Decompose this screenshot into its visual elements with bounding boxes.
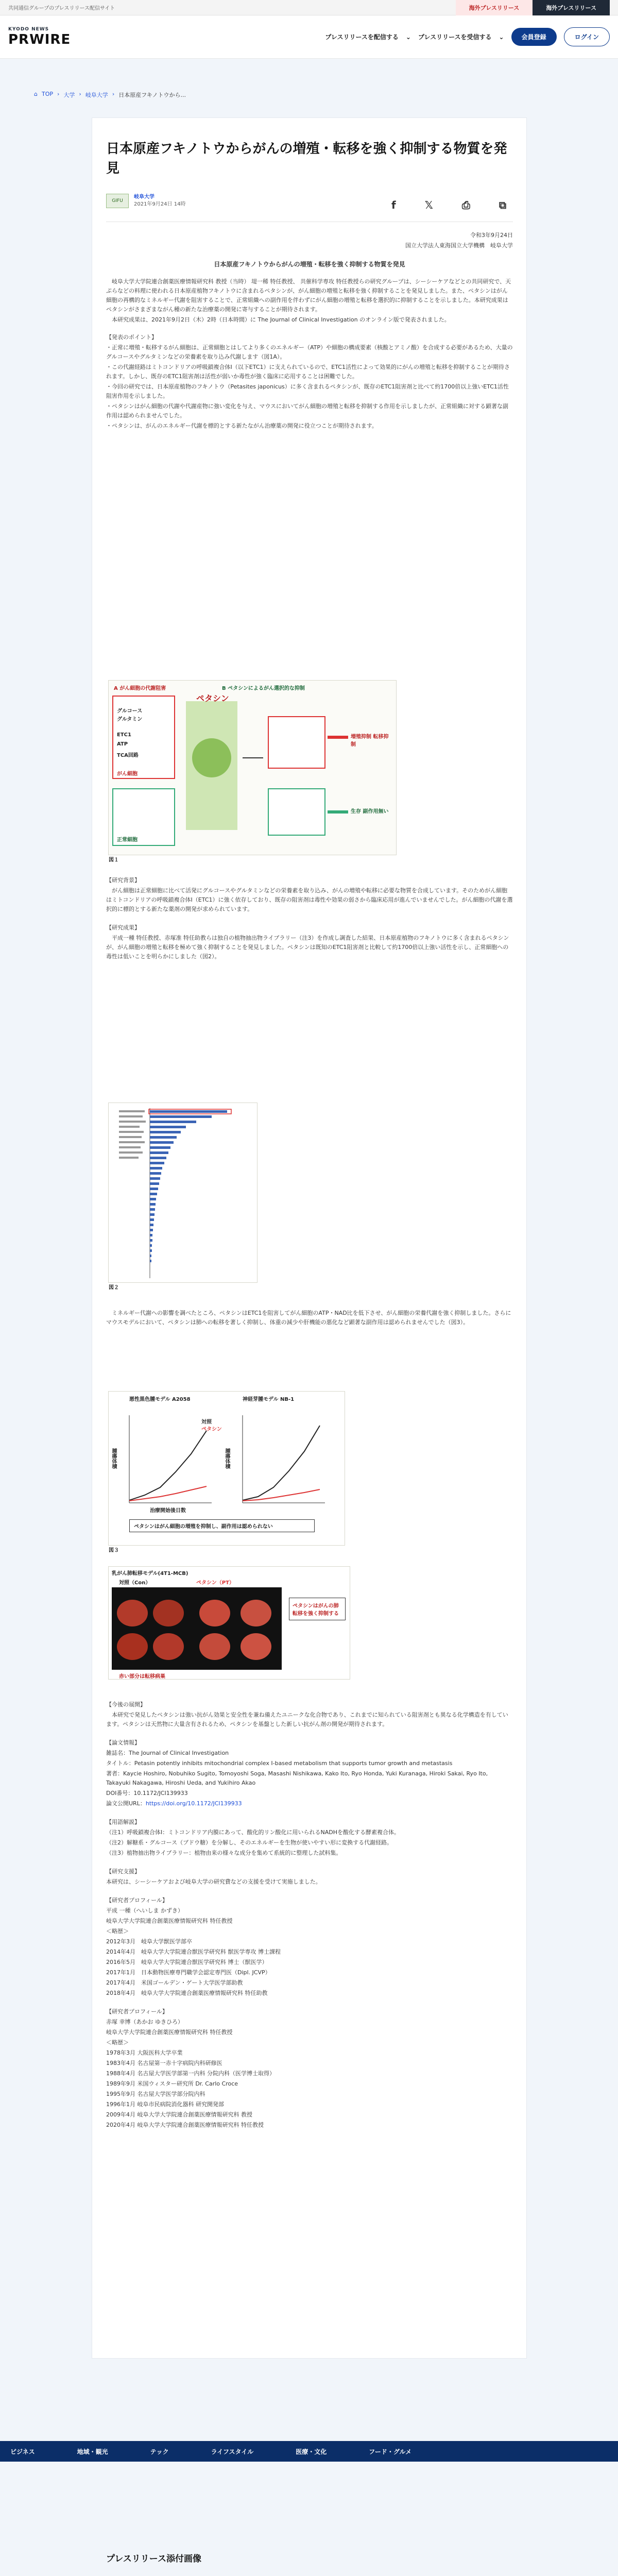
category-lifestyle[interactable]: ライフスタイル [211, 2448, 254, 2455]
fig3-left-title: 悪性黒色腫モデル A2058 [129, 1397, 191, 1402]
figure-4 [108, 1566, 350, 1680]
profile2-history: 1996年1月 岐阜市民病院消化器科 研究開発部 [106, 2101, 224, 2108]
point-1: ・正常に増殖・転移するがん細胞は、正常細胞とはしてより多くのエネルギー（ATP）や細胞の構成要素（核酸とアミノ酸）を合成する必要があるため、大量のグルコースやグルタミンなどの栄養素を取り込み代謝します（図1A）。 [106, 344, 513, 360]
support-heading: 【研究支援】 [106, 1868, 140, 1875]
fig1-result-survive: 生存 副作用無い [351, 809, 389, 815]
term-3: （注3）植物抽出物ライブラリー：植物由来の様々な成分を集めて系統的に整理した試料集。 [106, 1850, 342, 1856]
profile1-history-heading: ＜略歴＞ [106, 1928, 129, 1935]
intro-paragraph-1: 岐阜大学大学院連合創薬医療情報研究科 教授（当時） 堤一稀 特任教授、 共催科学専攻 特任教授らの研究グループは、シーシーケアなどとの共同研究で、天ぷらなどの料理に使われる日本原産植物フキノトウに含まれるペタシンが、がん細胞の増殖と転移を強く抑制することを発見しました。また、ペタシンはがん細胞の再構的なミネルギー代謝を阻害することで、正常組織への副作用を伴わずにがん細胞の増殖と転移を選択的に抑制することを示しました。本研究成果はペタシンがさまざまながん種の新たな治療薬の開発に寄与することが期待されます。 [106, 278, 511, 313]
future-paragraph: 本研究で発見したペタシンは強い抗がん効果と安全性を兼ね備えたユニークな化合物であり、これまでに知られている阻害剤とも異なる化学構造を有しています。ペタシンは天然物に大量含有されるため、ペタシンを基盤とした新しい抗がん剤の開発が期待されます。 [106, 1711, 508, 1727]
figure-1-diagram [109, 681, 397, 856]
fig4-col-control: 対照（Con） [119, 1580, 151, 1586]
results-paragraph: 平成一種 特任教授、赤塚准 特任助教らは独自の植物抽出物ライブラリー（注3）を作成し調査した結果、日本原産植物のフキノトウに多く含まれるペタシンが、がん細胞の増殖と転移を極めて強く抑制することを発見しました。ペタシンは既知のETC1阻害剤と比較して約1700倍以上強い活性を示し、正常細胞への毒性は低いことを明らかにしました（図2）。 [106, 935, 509, 960]
fig1-tca: TCA回路 [117, 753, 139, 758]
profile2-history-heading: ＜略歴＞ [106, 2039, 129, 2046]
term-1: （注1）呼吸鎖複合体Ⅰ：ミトコンドリア内膜にあって、酸化的リン酸化に用いられるNADHを酸化する酵素複合体。 [106, 1829, 400, 1836]
register-button[interactable]: 会員登録 [511, 28, 557, 46]
fig1-glutamine: グルタミン [117, 717, 143, 722]
future-heading: 【今後の展開】 [106, 1701, 146, 1708]
fig3-xlabel: 治療開始後日数 [150, 1508, 186, 1514]
results-heading: 【研究成果】 [106, 924, 140, 931]
fig1-cancer: がん細胞 [117, 771, 138, 777]
header-nav [325, 27, 610, 46]
profile2-history: 1995年9月 名古屋大学医学部分院内科 [106, 2091, 205, 2097]
figure-3-charts [109, 1410, 346, 1529]
fig1-title-b: B ペタシンによるがん選択的な抑制 [222, 686, 305, 691]
paper-url-link[interactable]: https://doi.org/10.1172/JCI139933 [145, 1800, 242, 1807]
paper-url-line: 論文公開URL：https://doi.org/10.1172/JCI139933 [106, 1800, 242, 1807]
category-food[interactable]: フード・グルメ [369, 2448, 412, 2455]
point-4: ・ペタシンはがん細胞の代謝や代謝産物に強い変化を与え、マウスにおいてがん細胞の増殖と転移を抑制する作用を示しましたが、正常組織に対する顕著な副作用は認められませんでした。 [106, 403, 509, 419]
nav-send-release[interactable]: プレスリリースを配信する [325, 33, 399, 41]
fig1-title-a: A がん細胞の代謝阻害 [114, 686, 166, 691]
fig3-right-ylabel: 腫瘍体積 [224, 1448, 230, 1469]
term-2: （注2）解糖系・グルコース（ブドウ糖）を分解し、そのエネルギーを生物が使いやすい形に変換する代謝経路。 [106, 1839, 393, 1846]
lead-heading: 日本原産フキノトウからがんの増殖・転移を強く抑制する物質を発見 [214, 261, 405, 268]
profile1-history: 2017年4月 米国ゴールデン・ゲート大学医学部助教 [106, 1979, 243, 1986]
profile2-history: 1988年4月 名古屋大学医学部第一内科 分院内科（医学博士取得） [106, 2070, 275, 2077]
home-icon: ⌂ [34, 91, 38, 97]
breadcrumb-home[interactable]: TOP [41, 91, 53, 97]
overseas-publish-button[interactable]: 海外プレスリリース [533, 0, 610, 15]
fig3-number: 図３ [109, 1548, 119, 1553]
profile1-history: 2018年4月 岐阜大学大学院連合創薬医療情報研究科 特任助教 [106, 1990, 268, 1996]
fig1-petasin: ペタシン [196, 693, 229, 703]
share-buttons [391, 199, 506, 211]
points-heading: 【発表のポイント】 [106, 334, 157, 341]
gallery-title: プレスリリース添付画像 [106, 2554, 201, 2564]
fig4-legend: 赤い部分は転移病巣 [119, 1674, 165, 1680]
breadcrumb-cat1[interactable]: 大学 [63, 92, 75, 98]
article-intro [106, 231, 513, 432]
fig2-number: 図２ [109, 1285, 119, 1291]
breadcrumb-current: 日本原産フキノトウから... [118, 92, 186, 98]
author-block [106, 194, 185, 208]
publish-datetime: 2021年9月24日 14時 [134, 201, 186, 207]
fig1-atp: ATP [117, 741, 128, 747]
org-name[interactable]: 岐阜大学 [134, 194, 154, 200]
paper-heading: 【論文情報】 [106, 1739, 140, 1746]
profile2-history: 1983年4月 名古屋第一赤十字病院内科研修医 [106, 2060, 222, 2066]
profile1-org: 岐阜大学大学院連合創薬医療情報研究科 特任教授 [106, 1918, 233, 1924]
point-2: ・この代謝経路はミトコンドリアの呼吸鎖複合体Ⅰ（以下ETC1）に支えられているので、ETC1活性によって効果的にがんの増殖と転移を抑制することが期待されます。しかし、既存のETC1阻害剤は活性が弱いか毒性が強く臨床に応用することは困難でした。 [106, 364, 510, 380]
fig1-etc1: ETC1 [117, 732, 131, 738]
paper-journal: 雑誌名：The Journal of Clinical Investigation [106, 1750, 229, 1756]
fig3-right-title: 神経芽腫モデル NB-1 [243, 1397, 295, 1402]
article-body-3 [106, 1700, 513, 2131]
profile1-name: 平成 一種（へいしま かずき） [106, 1907, 183, 1914]
page-title: 日本原産フキノトウからがんの増殖・転移を強く抑制する物質を発見 [106, 141, 507, 176]
article-body-2 [106, 1309, 513, 1328]
fig1-glucose: グルコース [117, 708, 143, 714]
print-icon[interactable]: ⎙ [461, 199, 470, 211]
figure-2-bar-list [109, 1103, 258, 1283]
site-tagline: 共同通信グループのプレスリリース配信サイト [8, 6, 115, 11]
terms-heading: 【用語解説】 [106, 1819, 140, 1825]
category-business[interactable]: ビジネス [10, 2448, 35, 2455]
profile1-history: 2012年3月 岐阜大学獣医学部卒 [106, 1938, 192, 1945]
profile2-org: 岐阜大学大学院連合創薬医療情報研究科 特任教授 [106, 2029, 233, 2036]
fig3-left-ylabel: 腫瘍体積 [111, 1448, 116, 1469]
profile1-history: 2017年1月 日本動物医療専門職学会認定専門医（Dipl. JCVP） [106, 1969, 271, 1976]
fig3-legend-control: 対照 [201, 1419, 212, 1425]
figure-2 [108, 1103, 258, 1291]
background-heading: 【研究背景】 [106, 877, 140, 884]
login-button[interactable]: ログイン [564, 27, 610, 46]
paper-authors: 著者：Kaycie Hoshiro, Nobuhiko Sugito, Tomoyoshi Soga, Masashi Nishikawa, Kako Ito, Ryo Honda, Yuki Kuranaga, Hiroki Sakai, Ryo Ito, Takayuki Nakagawa, Hiroshi Ueda, and Yukihiro Akao [106, 1770, 488, 1786]
chevron-down-icon: ⌄ [405, 33, 411, 41]
profile2-name: 赤塚 幸博（あかお ゆきひろ） [106, 2019, 183, 2025]
issuer: 国立大学法人東海国立大学機構 岐阜大学 [405, 242, 513, 249]
fig3-note: ペタシンはがん細胞の増殖を抑制し、副作用は認められない [129, 1519, 315, 1532]
category-nav [0, 2441, 618, 2462]
chevron-down-icon: ⌄ [499, 33, 504, 41]
site-logo[interactable]: KYODO NEWS PRWIRE [8, 26, 71, 47]
org-logo: GIFU [106, 194, 129, 208]
figure-1 [108, 680, 397, 863]
figure-4-photos [112, 1587, 282, 1670]
fig4-col-petasin: ペタシン（PT） [196, 1580, 234, 1586]
release-date: 令和3年9月24日 [470, 232, 513, 239]
point-5: ・ペタシンは、がんのエネルギー代謝を標的とする新たながん治療薬の開発に役立つことが期待されます。 [106, 422, 377, 429]
breadcrumb-cat2[interactable]: 岐阜大学 [85, 92, 108, 98]
fig1-number: 図１ [109, 857, 119, 863]
breadcrumb: ⌂ TOP › 大学 › 岐阜大学 › 日本原産フキノトウから... [34, 91, 186, 98]
nav-receive-release[interactable]: プレスリリースを受信する [418, 33, 492, 41]
figure-3 [108, 1391, 345, 1553]
facebook-icon[interactable]: f [391, 199, 396, 211]
fig1-normal: 正常細胞 [117, 837, 138, 843]
support-paragraph: 本研究は、シーシーケアおよび岐阜大学の研究費などの支援を受けて実施しました。 [106, 1878, 321, 1885]
paper-title: タイトル：Petasin potently inhibits mitochondrial complex I-based metabolism that supports tumor growth and metastasis [106, 1760, 453, 1767]
copy-link-icon[interactable]: ⧉ [499, 199, 507, 211]
profile2-heading: 【研究者プロフィール】 [106, 2008, 168, 2015]
results-paragraph-2: ミネルギー代謝への影響を調べたところ、ペタシンはETC1を阻害してがん細胞のATP・NAD比を低下させ、がん細胞の栄養代謝を強く抑制しました。さらにマウスモデルにおいて、ペタシンは肺への転移を著しく抑制し、体重の減少や肝機能の悪化など顕著な副作用は認められませんでした（図3）。 [106, 1310, 511, 1326]
fig1-result-block: 増殖抑制 転移抑制 [351, 734, 389, 748]
fig4-title: 乳がん肺転移モデル(4T1-MCB) [112, 1571, 188, 1577]
fig4-callout: ペタシンはがんの肺転移を強く抑制する [289, 1598, 346, 1620]
profile1-history: 2016年5月 岐阜大学大学院連合獣医学研究科 博士（獣医学） [106, 1959, 268, 1965]
profile2-history: 2020年4月 岐阜大学大学院連合創薬医療情報研究科 特任教授 [106, 2122, 264, 2128]
fig3-legend-petasin: ペタシン [201, 1427, 222, 1432]
category-region[interactable]: 地域・観光 [77, 2448, 108, 2455]
article-body-1 [106, 876, 513, 962]
top-utility-bar [0, 0, 618, 15]
overseas-release-button[interactable]: 海外プレスリリース [456, 0, 533, 15]
site-header [0, 15, 618, 59]
category-tech[interactable]: テック [150, 2448, 169, 2455]
profile2-history: 1989年9月 米国ウィスター研究所 Dr. Carlo Croce [106, 2080, 238, 2087]
paper-doi: DOI番号：10.1172/JCI139933 [106, 1790, 188, 1797]
profile2-history: 2009年4月 岐阜大学大学院連合創薬医療情報研究科 教授 [106, 2111, 252, 2118]
x-icon[interactable]: 𝕏 [424, 199, 433, 211]
intro-paragraph-2: 本研究成果は、2021年9月2日（木）2時（日本時間）に The Journal of Clinical Investigation のオンライン版で発表されました。 [106, 316, 450, 323]
background-paragraph: がん細胞は正常細胞に比べて活発にグルコースやグルタミンなどの栄養素を取り込み、がんの増殖や転移に必要な物質を合成しています。そのためがん細胞はミトコンドリアの呼吸鎖複合体Ⅰ（ETC1）に強く依存しており、既存の阻害剤は毒性や効果の弱さから臨床応用が進んでいませんでした。がん細胞の代謝を選択的に標的とする新たな薬剤の開発が求められています。 [106, 887, 513, 912]
category-culture[interactable]: 医療・文化 [296, 2448, 327, 2455]
point-3: ・今回の研究では、日本原産植物のフキノトウ（Petasites japonicus）に多く含まれるペタシンが、既存のETC1阻害剤と比べて約1700倍以上強いETC1活性阻害作用を示しました。 [106, 383, 509, 399]
profile1-heading: 【研究者プロフィール】 [106, 1897, 168, 1904]
profile1-history: 2014年4月 岐阜大学大学院連合獣医学研究科 獣医学専攻 博士課程 [106, 1948, 281, 1955]
profile2-history: 1978年3月 大阪医科大学卒業 [106, 2049, 183, 2056]
